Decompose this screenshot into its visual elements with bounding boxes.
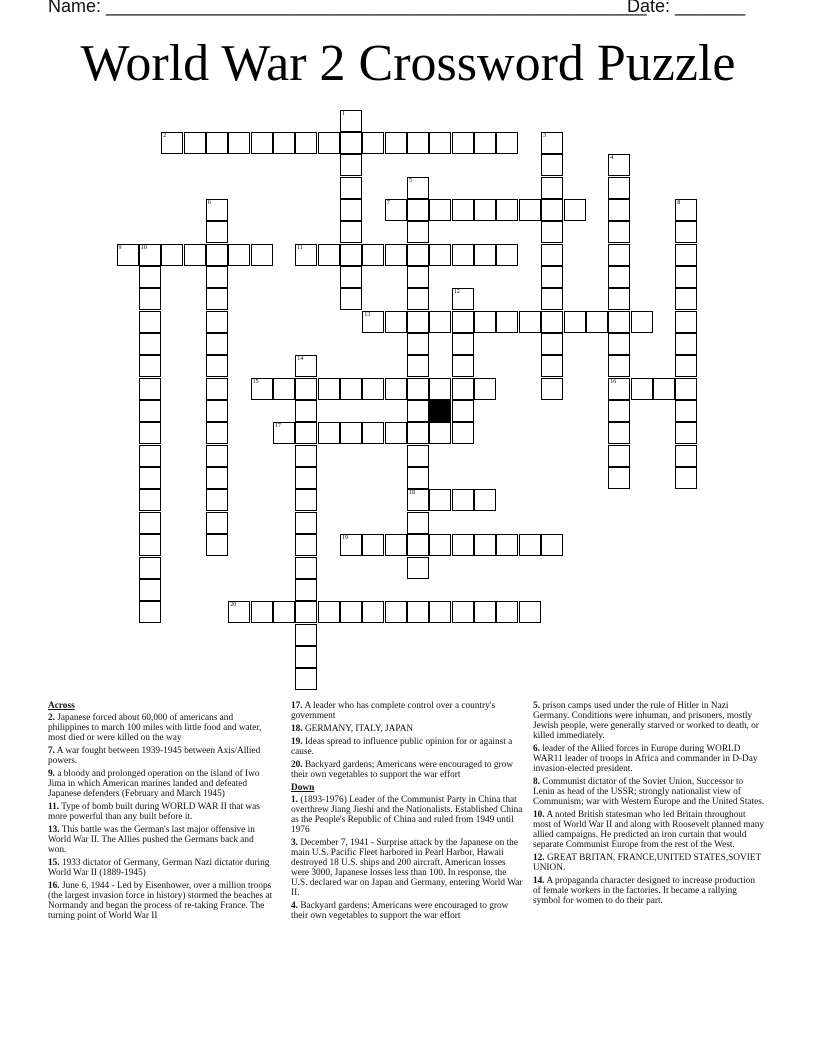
date-field[interactable]: Date: _______ <box>627 0 746 16</box>
grid-cell[interactable] <box>206 333 228 355</box>
clue-text: (1893-1976) Leader of the Communist Party in China that overthrew Jiang Jieshi and the Nationalists. Established China as the People's Republic of China and ruled from 1949 until 1976 <box>291 795 523 835</box>
clue-number: 18 <box>409 490 416 497</box>
grid-cell[interactable] <box>385 601 407 623</box>
grid-cell[interactable] <box>295 579 317 601</box>
grid-cell[interactable] <box>541 534 563 556</box>
across-clue <box>48 769 274 799</box>
grid-cell[interactable] <box>362 132 384 154</box>
grid-cell[interactable] <box>675 378 697 400</box>
grid-cell[interactable] <box>139 266 161 288</box>
grid-cell[interactable] <box>519 311 541 333</box>
clue-number: 5. <box>533 701 540 711</box>
clue-number: 20. <box>291 760 303 770</box>
grid-cell[interactable] <box>608 355 630 377</box>
grid-cell[interactable] <box>474 378 496 400</box>
grid-cell[interactable] <box>340 154 362 176</box>
grid-cell[interactable] <box>228 244 250 266</box>
clue-text: Type of bomb built during WORLD WAR II that was more powerful than any built before it. <box>48 802 260 822</box>
grid-cell[interactable] <box>273 132 295 154</box>
grid-cell[interactable] <box>564 199 586 221</box>
clue-number: 8 <box>677 199 681 206</box>
clue-number: 1 <box>342 110 345 117</box>
grid-cell[interactable] <box>295 557 317 579</box>
grid-cell[interactable] <box>295 445 317 467</box>
grid-cell[interactable] <box>385 422 407 444</box>
grid-cell[interactable] <box>295 534 317 556</box>
clue-text: This battle was the German's last major offensive in World War II. The Allies pushed the Germans back and won. <box>48 825 255 855</box>
down-clue <box>533 777 765 807</box>
clue-text: A propaganda character designed to increase production of female workers in the factories. It became a rallying symbol for women to do their part. <box>533 876 756 906</box>
clue-number: 16 <box>610 378 617 385</box>
grid-cell[interactable] <box>318 601 340 623</box>
grid-cell[interactable] <box>608 378 630 400</box>
grid-cell[interactable] <box>295 668 317 690</box>
grid-cell[interactable] <box>139 378 161 400</box>
grid-cell[interactable] <box>675 221 697 243</box>
grid-cell[interactable] <box>407 266 429 288</box>
grid-cell[interactable] <box>251 601 273 623</box>
grid-cell[interactable] <box>184 132 206 154</box>
grid-cell[interactable] <box>407 177 429 199</box>
clue-number: 12 <box>453 289 460 296</box>
grid-cell[interactable] <box>139 244 161 266</box>
grid-cell[interactable] <box>184 244 206 266</box>
grid-cell[interactable] <box>206 534 228 556</box>
clue-number: 17 <box>274 423 281 430</box>
grid-cell[interactable] <box>340 244 362 266</box>
grid-cell[interactable] <box>139 445 161 467</box>
grid-cell[interactable] <box>295 355 317 377</box>
grid-cell[interactable] <box>385 132 407 154</box>
grid-cell[interactable] <box>608 333 630 355</box>
clue-text: June 6, 1944 - Led by Eisenhower, over a million troops (the largest invasion force in history) stormed the beaches at Normandy and began the process of re-taking France. The turning point of World War II <box>48 881 273 921</box>
grid-cell[interactable] <box>318 244 340 266</box>
grid-cell[interactable] <box>295 624 317 646</box>
grid-cell[interactable] <box>496 244 518 266</box>
grid-cell[interactable] <box>318 378 340 400</box>
grid-cell[interactable] <box>295 132 317 154</box>
grid-cell[interactable] <box>608 445 630 467</box>
grid-cell[interactable] <box>362 311 384 333</box>
grid-cell[interactable] <box>295 601 317 623</box>
clues-column-2 <box>291 701 523 924</box>
clue-number: 18. <box>291 724 303 734</box>
grid-cell[interactable] <box>385 311 407 333</box>
page-title: World War 2 Crossword Puzzle <box>80 35 736 92</box>
clue-text: leader of the Allied forces in Europe during WORLD WAR11 leader of troops in Africa and commander in D-Day invasion-elected president. <box>533 744 758 774</box>
clues-column-3 <box>533 701 765 909</box>
clue-text: December 7, 1941 - Surprise attack by the Japanese on the main U.S. Pacific Fleet harbored in Pearl Harbor, Hawaii destroyed 18 U.S. ships and 200 aircraft. American losses were 3000, Japanese losses less than 100. In response, the U.S. declared war on Japan and Germany, entering World War II. <box>291 838 523 898</box>
clue-text: Ideas spread to influence public opinion for or against a cause. <box>291 737 513 757</box>
grid-cell[interactable] <box>251 244 273 266</box>
grid-cell[interactable] <box>407 244 429 266</box>
clue-number: 17. <box>291 701 303 711</box>
grid-cell[interactable] <box>340 199 362 221</box>
grid-cell[interactable] <box>206 467 228 489</box>
grid-cell[interactable] <box>586 311 608 333</box>
grid-cell[interactable] <box>452 400 474 422</box>
grid-cell[interactable] <box>206 422 228 444</box>
grid-cell[interactable] <box>318 422 340 444</box>
grid-cell[interactable] <box>295 646 317 668</box>
grid-cell[interactable] <box>608 288 630 310</box>
grid-cell[interactable] <box>206 512 228 534</box>
grid-cell[interactable] <box>407 355 429 377</box>
grid-cell[interactable] <box>541 177 563 199</box>
grid-cell[interactable] <box>675 467 697 489</box>
clue-number: 13. <box>48 825 60 835</box>
clue-number: 20 <box>230 602 237 609</box>
clue-number: 3 <box>543 132 547 139</box>
grid-cell[interactable] <box>407 221 429 243</box>
grid-cell[interactable] <box>206 244 228 266</box>
clue-number: 3. <box>291 838 298 848</box>
grid-cell[interactable] <box>407 311 429 333</box>
grid-cell[interactable] <box>631 378 653 400</box>
grid-cell[interactable] <box>541 355 563 377</box>
grid-cell[interactable] <box>273 601 295 623</box>
grid-cell[interactable] <box>452 311 474 333</box>
grid-cell[interactable] <box>273 422 295 444</box>
grid-cell[interactable] <box>474 601 496 623</box>
grid-cell[interactable] <box>161 132 183 154</box>
grid-cell[interactable] <box>675 288 697 310</box>
grid-cell[interactable] <box>675 244 697 266</box>
down-clue <box>533 744 765 774</box>
clue-number: 12. <box>533 853 545 863</box>
grid-cell[interactable] <box>295 378 317 400</box>
grid-cell[interactable] <box>362 601 384 623</box>
grid-cell[interactable] <box>452 422 474 444</box>
grid-cell[interactable] <box>429 132 451 154</box>
clue-number: 6. <box>533 744 540 754</box>
grid-cell[interactable] <box>608 154 630 176</box>
grid-cell[interactable] <box>295 489 317 511</box>
grid-cell[interactable] <box>295 400 317 422</box>
grid-cell[interactable] <box>139 288 161 310</box>
clue-number: 10. <box>533 810 545 820</box>
grid-cell[interactable] <box>206 199 228 221</box>
grid-cell[interactable] <box>206 221 228 243</box>
grid-cell[interactable] <box>340 422 362 444</box>
grid-cell[interactable] <box>474 311 496 333</box>
grid-cell[interactable] <box>608 177 630 199</box>
grid-cell[interactable] <box>653 378 675 400</box>
grid-cell[interactable] <box>362 534 384 556</box>
grid-cell[interactable] <box>608 221 630 243</box>
clue-number: 15 <box>252 378 259 385</box>
clues-column-1 <box>48 701 274 924</box>
down-clue <box>533 876 765 906</box>
grid-cell[interactable] <box>429 378 451 400</box>
grid-cell[interactable] <box>608 199 630 221</box>
clue-text: Japanese forced about 60,000 of americans and philippines to march 100 miles with little food and water, most died or were killed on the way <box>48 713 262 743</box>
grid-cell[interactable] <box>452 132 474 154</box>
grid-cell[interactable] <box>452 378 474 400</box>
clue-number: 2 <box>163 132 167 139</box>
grid-cell[interactable] <box>340 110 362 132</box>
grid-cell[interactable] <box>452 355 474 377</box>
grid-cell[interactable] <box>407 132 429 154</box>
grid-cell[interactable] <box>340 288 362 310</box>
grid-cell[interactable] <box>631 311 653 333</box>
clue-number: 19. <box>291 737 303 747</box>
grid-cell[interactable] <box>608 244 630 266</box>
clue-number: 4 <box>610 155 614 162</box>
grid-cell[interactable] <box>675 333 697 355</box>
grid-cell[interactable] <box>675 199 697 221</box>
grid-cell[interactable] <box>429 422 451 444</box>
grid-cell[interactable] <box>496 199 518 221</box>
clue-number: 1. <box>291 795 298 805</box>
grid-cell[interactable] <box>675 355 697 377</box>
grid-cell[interactable] <box>206 132 228 154</box>
grid-cell[interactable] <box>407 422 429 444</box>
across-clue <box>291 737 523 757</box>
grid-cell[interactable] <box>407 288 429 310</box>
grid-cell[interactable] <box>362 422 384 444</box>
grid-cell[interactable] <box>541 311 563 333</box>
grid-cell[interactable] <box>675 311 697 333</box>
grid-cell[interactable] <box>452 534 474 556</box>
clue-number: 14. <box>533 876 545 886</box>
across-clue <box>48 825 274 855</box>
clue-text: Backyard gardens; Americans were encouraged to grow their own vegetables to support the war effort <box>291 901 509 921</box>
across-clue <box>291 760 523 780</box>
grid-cell[interactable] <box>139 489 161 511</box>
grid-cell[interactable] <box>340 177 362 199</box>
grid-cell[interactable] <box>407 467 429 489</box>
clue-number: 15. <box>48 858 60 868</box>
grid-cell[interactable] <box>452 601 474 623</box>
grid-cell[interactable] <box>139 512 161 534</box>
clue-text: A noted British statesman who led Britain throughout most of World War II and along with Roosevelt planned many allied campaigns. He predicted an iron curtain that would separate Communist Europe from the rest of the West. <box>533 810 765 850</box>
clue-text: GREAT BRITAN, FRANCE,UNITED STATES,SOVIET UNION. <box>533 853 762 873</box>
grid-cell[interactable] <box>429 199 451 221</box>
grid-cell[interactable] <box>452 333 474 355</box>
grid-cell[interactable] <box>452 199 474 221</box>
grid-cell[interactable] <box>407 534 429 556</box>
grid-cell[interactable] <box>362 244 384 266</box>
grid-cell[interactable] <box>362 378 384 400</box>
grid-cell[interactable] <box>161 244 183 266</box>
grid-cell[interactable] <box>675 266 697 288</box>
grid-cell[interactable] <box>474 132 496 154</box>
across-clue <box>48 881 274 921</box>
grid-cell[interactable] <box>273 378 295 400</box>
clue-number: 11 <box>297 244 304 251</box>
grid-cell[interactable] <box>295 422 317 444</box>
clue-number: 5 <box>409 177 413 184</box>
grid-cell[interactable] <box>139 400 161 422</box>
grid-cell[interactable] <box>429 244 451 266</box>
grid-cell[interactable] <box>608 266 630 288</box>
clue-text: A leader who has complete control over a country's government <box>291 701 496 721</box>
down-clue <box>533 810 765 850</box>
grid-cell[interactable] <box>608 400 630 422</box>
clue-number: 7 <box>386 199 390 206</box>
grid-cell[interactable] <box>429 601 451 623</box>
grid-cell[interactable] <box>117 244 139 266</box>
grid-cell[interactable] <box>541 378 563 400</box>
grid-cell[interactable] <box>206 378 228 400</box>
grid-cell[interactable] <box>206 311 228 333</box>
grid-cell[interactable] <box>519 199 541 221</box>
grid-cell[interactable] <box>407 199 429 221</box>
grid-cell[interactable] <box>474 534 496 556</box>
grid-cell[interactable] <box>608 422 630 444</box>
across-clue <box>48 746 274 766</box>
grid-cell[interactable] <box>675 400 697 422</box>
clue-number: 16. <box>48 881 60 891</box>
name-field[interactable]: Name: ______________________________________________________ <box>48 0 647 16</box>
grid-cell[interactable] <box>407 601 429 623</box>
grid-cell[interactable] <box>206 489 228 511</box>
grid-cell[interactable] <box>206 400 228 422</box>
grid-cell[interactable] <box>340 266 362 288</box>
grid-cell[interactable] <box>407 557 429 579</box>
grid-cell[interactable] <box>407 445 429 467</box>
clue-number: 4. <box>291 901 298 911</box>
clue-number: 14 <box>297 356 304 363</box>
grid-cell[interactable] <box>251 132 273 154</box>
clue-number: 19 <box>342 535 348 542</box>
grid-cell[interactable] <box>541 288 563 310</box>
grid-cell[interactable] <box>429 489 451 511</box>
grid-cell[interactable] <box>429 534 451 556</box>
grid-block <box>429 400 451 422</box>
grid-cell[interactable] <box>519 601 541 623</box>
grid-cell[interactable] <box>340 378 362 400</box>
grid-cell[interactable] <box>608 467 630 489</box>
grid-cell[interactable] <box>496 311 518 333</box>
down-clue <box>533 853 765 873</box>
grid-cell[interactable] <box>139 579 161 601</box>
grid-cell[interactable] <box>496 132 518 154</box>
clue-text: 1933 dictator of Germany, German Nazi dictator during World War II (1889-1945) <box>48 858 270 878</box>
grid-cell[interactable] <box>139 333 161 355</box>
grid-cell[interactable] <box>318 132 340 154</box>
grid-cell[interactable] <box>139 355 161 377</box>
grid-cell[interactable] <box>340 534 362 556</box>
grid-cell[interactable] <box>139 422 161 444</box>
grid-cell[interactable] <box>295 244 317 266</box>
clue-text: GERMANY, ITALY, JAPAN <box>304 724 414 734</box>
grid-cell[interactable] <box>340 132 362 154</box>
grid-cell[interactable] <box>139 467 161 489</box>
grid-cell[interactable] <box>407 512 429 534</box>
grid-cell[interactable] <box>407 400 429 422</box>
grid-cell[interactable] <box>228 132 250 154</box>
clue-number: 9. <box>48 769 55 779</box>
grid-cell[interactable] <box>541 266 563 288</box>
grid-cell[interactable] <box>385 199 407 221</box>
grid-cell[interactable] <box>541 154 563 176</box>
across-clue <box>291 724 523 734</box>
grid-cell[interactable] <box>452 244 474 266</box>
grid-cell[interactable] <box>385 244 407 266</box>
across-heading: Across <box>48 701 75 711</box>
grid-cell[interactable] <box>541 244 563 266</box>
across-clue <box>291 701 523 721</box>
clue-number: 2. <box>48 713 55 723</box>
across-clue <box>48 802 274 822</box>
clue-number: 6 <box>207 199 211 206</box>
clue-text: Communist dictator of the Soviet Union, Successor to Lenin as head of the USSR; strongly nationalist view of Communism; war with Western Europe and the United States. <box>533 777 765 807</box>
grid-cell[interactable] <box>541 199 563 221</box>
grid-cell[interactable] <box>228 601 250 623</box>
grid-cell[interactable] <box>452 489 474 511</box>
down-clue <box>291 795 523 835</box>
grid-cell[interactable] <box>139 534 161 556</box>
grid-cell[interactable] <box>407 378 429 400</box>
grid-cell[interactable] <box>541 333 563 355</box>
down-clue <box>291 901 523 921</box>
down-clue <box>291 838 523 898</box>
grid-cell[interactable] <box>385 378 407 400</box>
grid-cell[interactable] <box>496 601 518 623</box>
clue-number: 11. <box>48 802 60 812</box>
grid-cell[interactable] <box>206 355 228 377</box>
grid-cell[interactable] <box>541 132 563 154</box>
grid-cell[interactable] <box>675 422 697 444</box>
clue-text: A war fought between 1939-1945 between Axis/Allied powers. <box>48 746 261 766</box>
grid-cell[interactable] <box>429 311 451 333</box>
grid-cell[interactable] <box>206 288 228 310</box>
grid-cell[interactable] <box>496 534 518 556</box>
grid-cell[interactable] <box>206 445 228 467</box>
across-clue <box>48 858 274 878</box>
clue-number: 9 <box>118 244 122 251</box>
grid-cell[interactable] <box>519 534 541 556</box>
grid-cell[interactable] <box>474 244 496 266</box>
clue-number: 10 <box>140 244 147 251</box>
down-heading: Down <box>291 783 315 793</box>
grid-cell[interactable] <box>340 601 362 623</box>
grid-cell[interactable] <box>541 221 563 243</box>
across-clue <box>48 713 274 743</box>
grid-cell[interactable] <box>295 467 317 489</box>
grid-cell[interactable] <box>385 534 407 556</box>
clue-number: 7. <box>48 746 55 756</box>
grid-cell[interactable] <box>206 266 228 288</box>
grid-cell[interactable] <box>139 601 161 623</box>
grid-cell[interactable] <box>564 311 586 333</box>
grid-cell[interactable] <box>452 288 474 310</box>
grid-cell[interactable] <box>608 311 630 333</box>
grid-cell[interactable] <box>474 489 496 511</box>
grid-cell[interactable] <box>251 378 273 400</box>
grid-cell[interactable] <box>295 512 317 534</box>
clue-text: prison camps used under the rule of Hitler in Nazi Germany. Conditions were inhuman, and prisoners, mostly Jewish people, were generally starved or worked to death, or killed immediately. <box>533 701 759 741</box>
grid-cell[interactable] <box>139 311 161 333</box>
down-clue <box>533 701 765 741</box>
grid-cell[interactable] <box>675 445 697 467</box>
clue-number: 13 <box>364 311 371 318</box>
grid-cell[interactable] <box>407 489 429 511</box>
grid-cell[interactable] <box>474 199 496 221</box>
clue-text: a bloody and prolonged operation on the island of Iwo Jima in which American marines landed and defeated Japanese defenders (February and March 1945) <box>48 769 260 799</box>
clue-text: Backyard gardens; Americans were encouraged to grow their own vegetables to support the war effort <box>291 760 514 780</box>
grid-cell[interactable] <box>340 221 362 243</box>
grid-cell[interactable] <box>407 333 429 355</box>
clue-number: 8. <box>533 777 540 787</box>
grid-cell[interactable] <box>139 557 161 579</box>
